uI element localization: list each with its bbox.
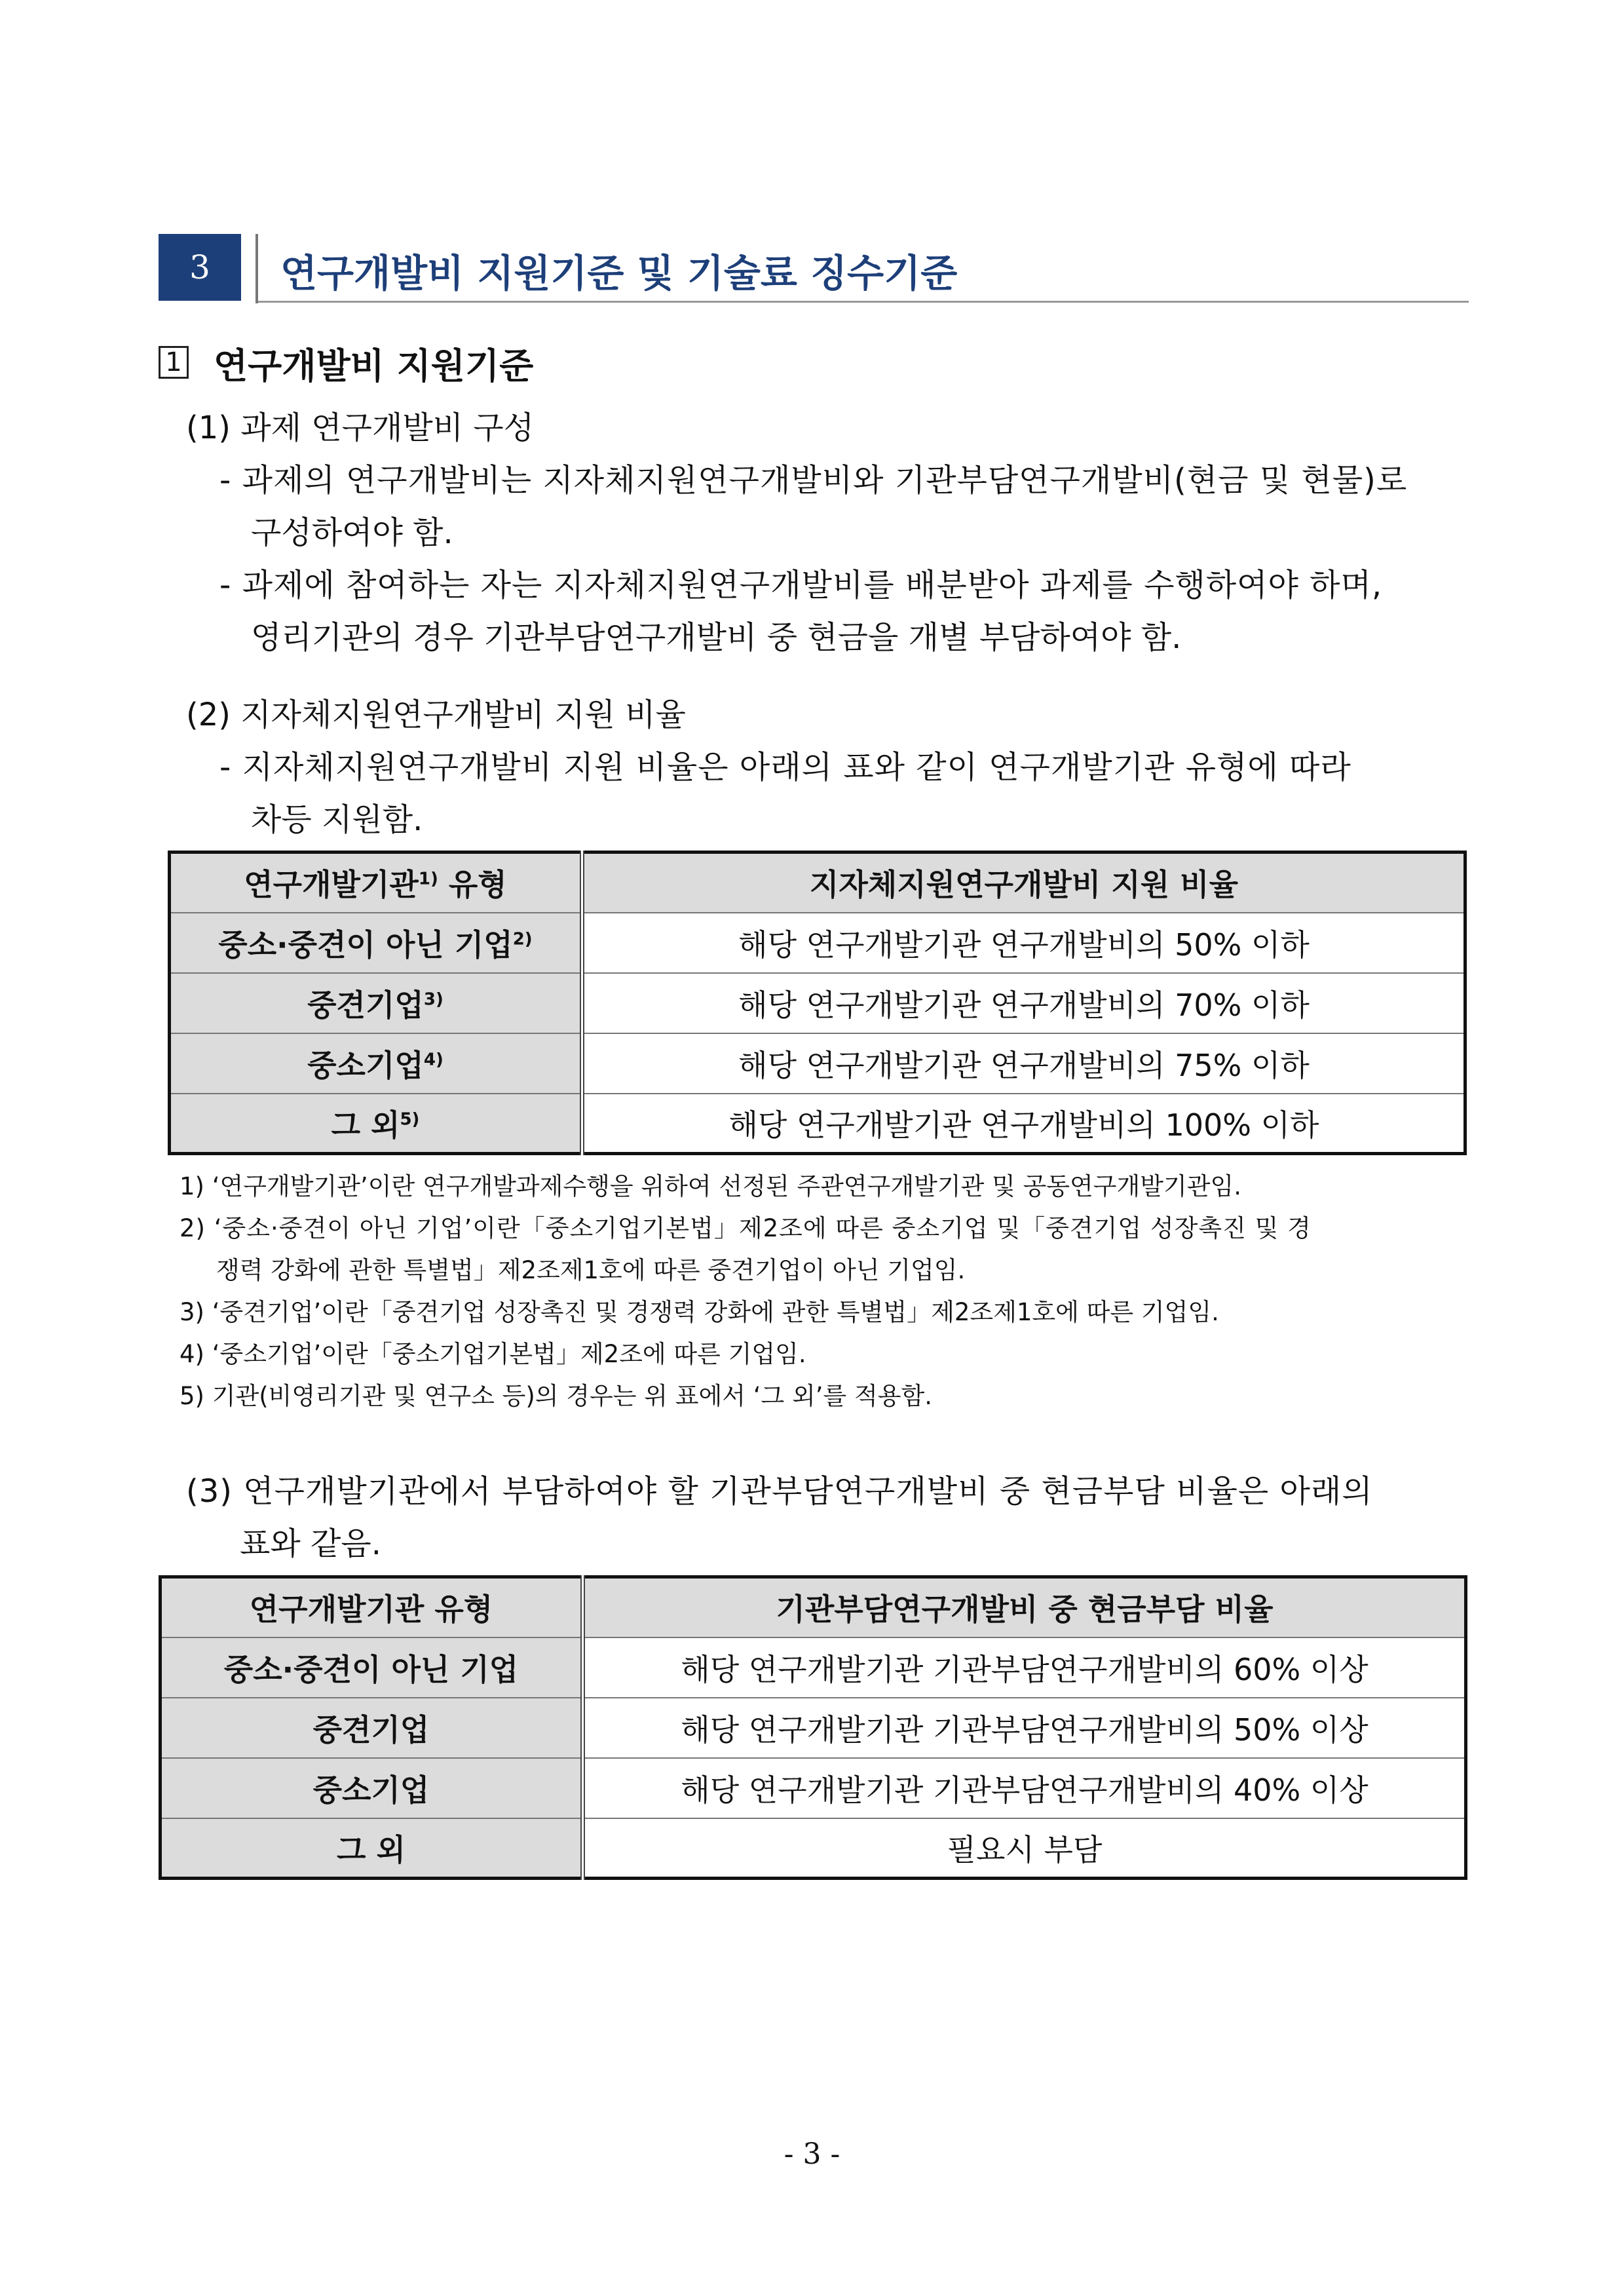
table-header-row: [170, 852, 1465, 913]
p3-line2: 표와 같음.: [240, 1525, 381, 1562]
table-header-ratio: 지자체지원연구개발비 지원 비율: [582, 852, 1465, 913]
p1-heading: (1) 과제 연구개발비 구성: [186, 410, 535, 446]
table-cell-type: 중견기업: [161, 1698, 583, 1758]
table-row: [170, 1033, 1465, 1094]
cash-ratio-table: [159, 1575, 1467, 1880]
p2-bullet1-line1: - 지자체지원연구개발비 지원 비율은 아래의 표와 같이 연구개발기관 유형에 따라: [219, 749, 1351, 786]
table-row: [170, 973, 1465, 1033]
table-row: [170, 913, 1465, 973]
footnote-1: 1) ‘연구개발기관’이란 연구개발과제수행을 위하여 선정된 주관연구개발기관 및 공동연구개발기관임.: [179, 1172, 1242, 1200]
table-row: [161, 1698, 1466, 1758]
table-cell-ratio: 해당 연구개발기관 연구개발비의 75% 이하: [582, 1033, 1465, 1094]
section-number: 3: [159, 234, 241, 301]
table-cell-type: 중소기업: [161, 1758, 583, 1818]
section-underline: [258, 301, 1469, 303]
footnote-2-line2: 쟁력 강화에 관한 특별법」제2조제1호에 따른 중견기업이 아닌 기업임.: [216, 1256, 966, 1284]
table-cell-ratio: 해당 연구개발기관 연구개발비의 70% 이하: [582, 973, 1465, 1033]
footnote-2-line1: 2) ‘중소·중견이 아닌 기업’이란「중소기업기본법」제2조에 따른 중소기업 및「중견기업 성장촉진 및 경: [179, 1214, 1312, 1242]
p2-bullet1-line2: 차등 지원함.: [251, 801, 423, 838]
table-cell-ratio: 필요시 부담: [583, 1818, 1466, 1879]
p3-line1: (3) 연구개발기관에서 부담하여야 할 기관부담연구개발비 중 현금부담 비율은 아래의: [186, 1473, 1373, 1510]
table-cell-type: 중소·중견이 아닌 기업: [161, 1637, 583, 1698]
table-cell-ratio: 해당 연구개발기관 기관부담연구개발비의 40% 이상: [583, 1758, 1466, 1818]
subsection-title: 연구개발비 지원기준: [214, 345, 534, 387]
table-cell-ratio: 해당 연구개발기관 기관부담연구개발비의 50% 이상: [583, 1698, 1466, 1758]
table-cell-ratio: 해당 연구개발기관 연구개발비의 100% 이하: [582, 1094, 1465, 1154]
table-cell-type: 그 외$^{5)}$: [170, 1094, 582, 1154]
footnote-3: 3) ‘중견기업’이란「중견기업 성장촉진 및 경쟁력 강화에 관한 특별법」제2조제1호에 따른 기업임.: [179, 1298, 1219, 1326]
table-cell-ratio: 해당 연구개발기관 연구개발비의 50% 이하: [582, 913, 1465, 973]
table-cell-type: 그 외: [161, 1818, 583, 1879]
table-header-type: 연구개발기관 유형: [161, 1577, 583, 1637]
p1-bullet2-line2: 영리기관의 경우 기관부담연구개발비 중 현금을 개별 부담하여야 함.: [251, 619, 1182, 656]
table-header-ratio: 기관부담연구개발비 중 현금부담 비율: [583, 1577, 1466, 1637]
subsection-marker: 1: [159, 346, 189, 379]
table-cell-type: 중소기업$^{4)}$: [170, 1033, 582, 1094]
table-row: [170, 1094, 1465, 1154]
p1-bullet1-line2: 구성하여야 함.: [251, 514, 453, 551]
p2-heading: (2) 지자체지원연구개발비 지원 비율: [186, 697, 686, 733]
table-row: [161, 1637, 1466, 1698]
footnote-4: 4) ‘중소기업’이란「중소기업기본법」제2조에 따른 기업임.: [179, 1340, 806, 1368]
footnote-5: 5) 기관(비영리기관 및 연구소 등)의 경우는 위 표에서 ‘그 외’를 적용함.: [179, 1382, 933, 1410]
table-header-type: 연구개발기관$^{1)}$ 유형: [170, 852, 582, 913]
table-row: [161, 1758, 1466, 1818]
p1-bullet1-line1: - 과제의 연구개발비는 지자체지원연구개발비와 기관부담연구개발비(현금 및 현물)로: [219, 462, 1408, 499]
table-cell-type: 중견기업$^{3)}$: [170, 973, 582, 1033]
table-row: [161, 1818, 1466, 1879]
table-header-row: [161, 1577, 1466, 1637]
support-ratio-table: [168, 851, 1467, 1155]
section-title: 연구개발비 지원기준 및 기술료 징수기준: [280, 251, 958, 296]
p1-bullet2-line1: - 과제에 참여하는 자는 지자체지원연구개발비를 배분받아 과제를 수행하여야 하며,: [219, 567, 1383, 603]
page-number: - 3 -: [784, 2137, 840, 2171]
table-cell-ratio: 해당 연구개발기관 기관부담연구개발비의 60% 이상: [583, 1637, 1466, 1698]
section-divider: [255, 234, 258, 303]
table-cell-type: 중소·중견이 아닌 기업$^{2)}$: [170, 913, 582, 973]
